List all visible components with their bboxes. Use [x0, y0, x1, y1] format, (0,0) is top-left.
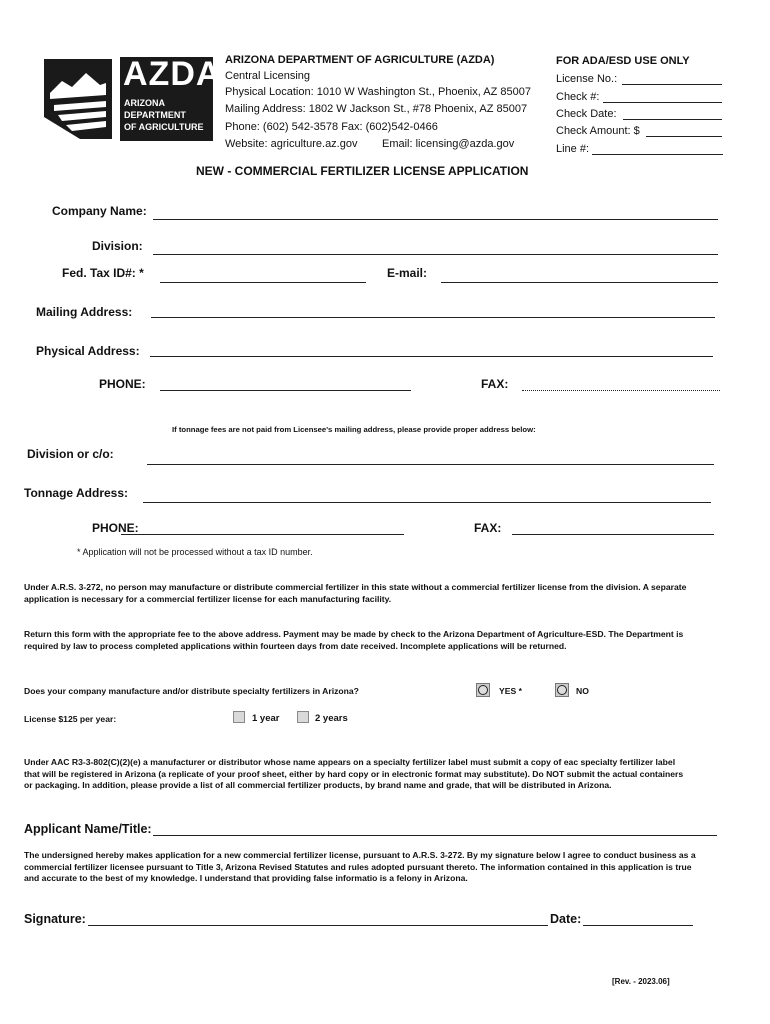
two-years-checkbox[interactable]	[297, 711, 309, 723]
check-amount-label: Check Amount: $	[556, 125, 640, 137]
date-label: Date:	[550, 912, 582, 926]
phone-fax: Phone: (602) 542-3578 Fax: (602)542-0466	[225, 121, 438, 133]
return-instructions: Return this form with the appropriate fee to the above address. Payment may be made by check to the Arizona Department of Agriculture-ESD. The Department is required by law to process completed applications within fourteen days from date received. Incomplete applications will be returned.	[24, 629, 684, 651]
mailing-address-label: Mailing Address:	[36, 305, 133, 319]
no-label: NO	[576, 686, 589, 696]
division-co-field[interactable]	[147, 464, 714, 465]
mailing-address: Mailing Address: 1802 W Jackson St., #78 Phoenix, AZ 85007	[225, 103, 528, 115]
division-co-label: Division or c/o:	[27, 447, 114, 461]
physical-address-field[interactable]	[150, 356, 713, 357]
one-year-label: 1 year	[252, 713, 280, 724]
statute-paragraph: Under A.R.S. 3-272, no person may manufacture or distribute commercial fertilizer in this state without a commercial fertilizer license from the division. A separate application is necessary for a commercial fertilizer license for each manufacturing facility.	[24, 582, 687, 604]
division-field[interactable]	[153, 254, 718, 255]
signature-label: Signature:	[24, 912, 86, 926]
tonnage-fax-label: FAX:	[474, 521, 502, 535]
arizona-state-icon	[40, 53, 116, 141]
check-no-line[interactable]	[603, 102, 722, 103]
dept-name: ARIZONA DEPARTMENT OF AGRICULTURE (AZDA)	[225, 54, 495, 66]
check-amount-line[interactable]	[646, 136, 722, 137]
email-field[interactable]	[441, 282, 718, 283]
logo-line1: ARIZONA	[124, 98, 165, 108]
one-year-checkbox[interactable]	[233, 711, 245, 723]
logo-brand: AZDA	[123, 55, 222, 93]
check-no-label: Check #:	[556, 91, 600, 103]
email-label: E-mail:	[387, 266, 428, 280]
no-radio[interactable]	[555, 683, 569, 697]
tonnage-note: If tonnage fees are not paid from Licensee's mailing address, please provide proper address below:	[172, 425, 536, 434]
tax-note: * Application will not be processed without a tax ID number.	[77, 547, 313, 557]
office-use-title: FOR ADA/ESD USE ONLY	[556, 55, 690, 67]
line-no-line[interactable]	[592, 154, 723, 155]
line-no-label: Line #:	[556, 143, 590, 155]
tonnage-phone-field[interactable]	[121, 534, 404, 535]
revision-label: [Rev. - 2023.06]	[612, 977, 670, 986]
logo-line2: DEPARTMENT	[124, 110, 186, 120]
check-date-line[interactable]	[623, 119, 722, 120]
tax-id-label: Fed. Tax ID#: *	[62, 266, 144, 280]
physical-address-label: Physical Address:	[36, 344, 140, 358]
specialty-question: Does your company manufacture and/or distribute specialty fertilizers in Arizona?	[24, 686, 359, 696]
tonnage-address-field[interactable]	[143, 502, 711, 503]
check-date-label: Check Date:	[556, 108, 617, 120]
applicant-name-label: Applicant Name/Title:	[24, 822, 152, 836]
declaration-paragraph: The undersigned hereby makes application for a new commercial fertilizer license, pursuant to A.R.S. 3-272. By my signature below I agree to conduct business as a commercial fertilizer licensee pursuant to Title 3, Arizona Revised Statutes and rules adopted pursuant thereto. The information contained in this application is true and accurate to the best of my knowledge. I understand that providing false informatio is a felony in Arizona.	[24, 850, 696, 883]
division-label: Division:	[92, 239, 143, 253]
azda-logo	[40, 53, 222, 141]
mailing-address-field[interactable]	[151, 317, 715, 318]
form-title: NEW - COMMERCIAL FERTILIZER LICENSE APPLICATION	[196, 164, 529, 178]
division-name: Central Licensing	[225, 70, 310, 82]
specialty-label-paragraph: Under AAC R3-3-802(C)(2)(e) a manufacturer or distributor whose name appears on a specialty fertilizer label must submit a copy of eac specialty fertilizer label that will be registered in Arizona (a replicate of your proof sheet, either by hard copy or in electronic format may substitute). Do NOT submit the actual containers or packaging. In addition, please provide a list of all commercial fertilizer products, by brand name and grade, that will be distributed in Arizona.	[24, 757, 684, 790]
yes-radio[interactable]	[476, 683, 490, 697]
tonnage-address-label: Tonnage Address:	[24, 486, 129, 500]
physical-location: Physical Location: 1010 W Washington St., Phoenix, AZ 85007	[225, 86, 531, 98]
company-name-field[interactable]	[153, 219, 718, 220]
website-link[interactable]: Website: agriculture.az.gov	[225, 138, 358, 150]
tax-id-field[interactable]	[160, 282, 366, 283]
fax-field[interactable]	[522, 390, 720, 391]
tonnage-fax-field[interactable]	[512, 534, 714, 535]
license-fee-label: License $125 per year:	[24, 714, 117, 724]
phone-label: PHONE:	[99, 377, 146, 391]
logo-line3: OF AGRICULTURE	[124, 122, 204, 132]
signature-field[interactable]	[88, 925, 548, 926]
license-no-label: License No.:	[556, 73, 618, 85]
company-name-label: Company Name:	[52, 204, 147, 218]
email-link[interactable]: Email: licensing@azda.gov	[382, 138, 515, 150]
tonnage-phone-label: PHONE:	[92, 521, 139, 535]
phone-field[interactable]	[160, 390, 411, 391]
yes-label: YES *	[499, 686, 522, 696]
fax-label: FAX:	[481, 377, 509, 391]
two-years-label: 2 years	[315, 713, 348, 724]
date-field[interactable]	[583, 925, 693, 926]
applicant-name-field[interactable]	[153, 835, 717, 836]
license-no-line[interactable]	[622, 84, 722, 85]
